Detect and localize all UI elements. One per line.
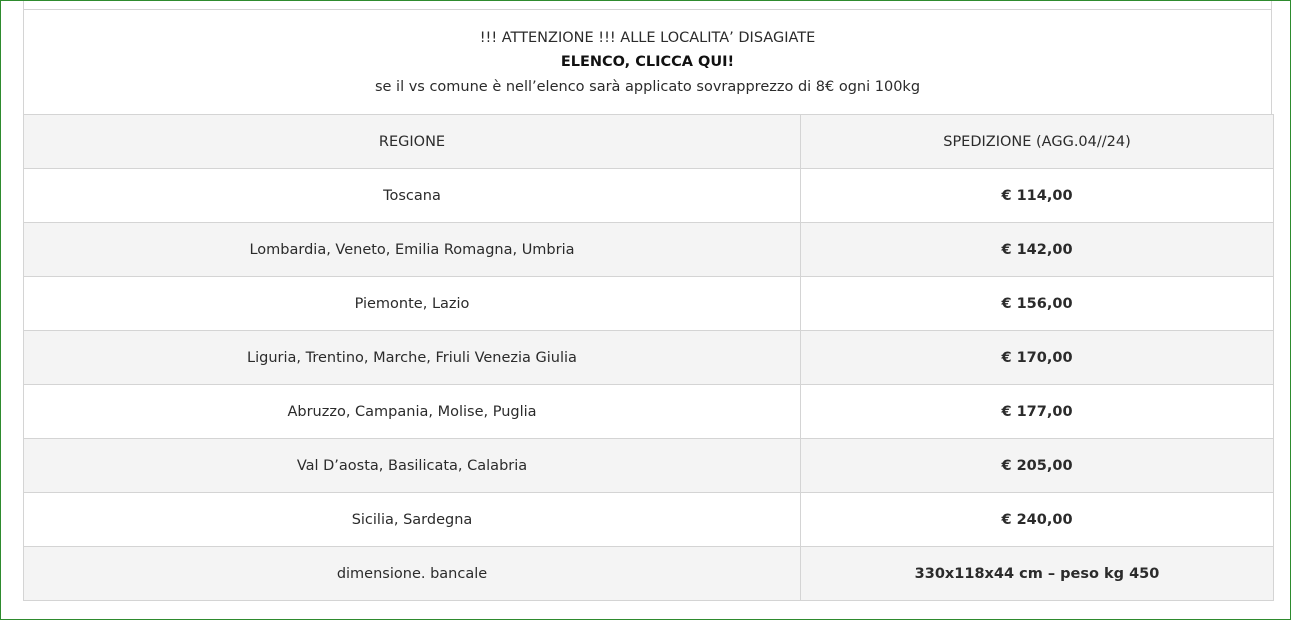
- shipping-rates-table: [23, 114, 1274, 601]
- table-row: [24, 223, 1274, 277]
- region-cell: Lombardia, Veneto, Emilia Romagna, Umbria: [24, 223, 801, 277]
- price-cell: 330x118x44 cm – peso kg 450: [801, 547, 1274, 601]
- region-cell: Toscana: [24, 169, 801, 223]
- price-cell: € 156,00: [801, 277, 1274, 331]
- price-cell: € 205,00: [801, 439, 1274, 493]
- table-row: [24, 277, 1274, 331]
- table-row: [24, 385, 1274, 439]
- table-row: [24, 331, 1274, 385]
- warning-text: !!! ATTENZIONE !!! ALLE LOCALITA’ DISAGIATE: [479, 30, 816, 46]
- region-cell: Liguria, Trentino, Marche, Friuli Venezia Giulia: [24, 331, 801, 385]
- notice-box: [23, 10, 1272, 114]
- region-cell: Val D’aosta, Basilicata, Calabria: [24, 439, 801, 493]
- table-row: [24, 169, 1274, 223]
- localities-list-link[interactable]: ELENCO, CLICCA QUI!: [560, 54, 735, 70]
- column-header-region: REGIONE: [24, 115, 801, 169]
- price-cell: € 170,00: [801, 331, 1274, 385]
- surcharge-note: se il vs comune è nell’elenco sarà applicato sovrapprezzo di 8€ ogni 100kg: [374, 79, 921, 95]
- region-cell: Piemonte, Lazio: [24, 277, 801, 331]
- price-cell: € 114,00: [801, 169, 1274, 223]
- top-divider: [23, 1, 1272, 10]
- table-header-row: [24, 115, 1274, 169]
- price-cell: € 240,00: [801, 493, 1274, 547]
- table-row: [24, 439, 1274, 493]
- region-cell: dimensione. bancale: [24, 547, 801, 601]
- price-cell: € 142,00: [801, 223, 1274, 277]
- region-cell: Sicilia, Sardegna: [24, 493, 801, 547]
- table-row: [24, 493, 1274, 547]
- column-header-shipping: SPEDIZIONE (AGG.04//24): [801, 115, 1274, 169]
- price-cell: € 177,00: [801, 385, 1274, 439]
- region-cell: Abruzzo, Campania, Molise, Puglia: [24, 385, 801, 439]
- table-row: [24, 547, 1274, 601]
